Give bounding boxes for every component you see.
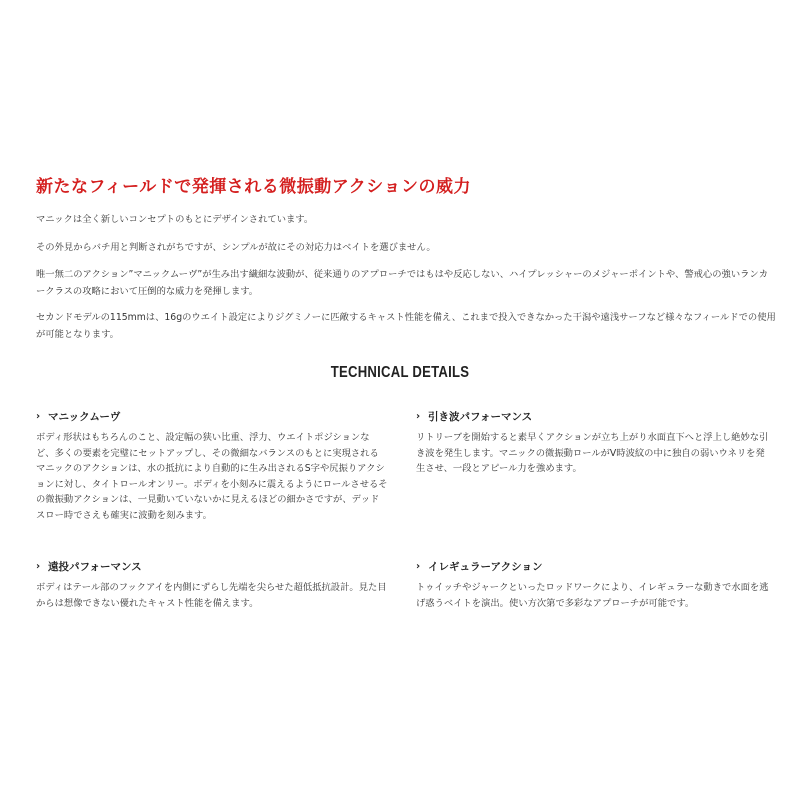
detail-irregular-action [416, 558, 776, 611]
detail-title [36, 558, 396, 574]
intro-paragraph-4: セカンドモデルの115mmは、16gのウエイト設定によりジグミノーに匹敵するキャスト性能を備え、これまで投入できなかった干潟や遠浅サーフなど様々なフィールドでの使用が可能となります。 [36, 312, 776, 340]
detail-title-text: 遠投パフォーマンス [48, 560, 142, 573]
detail-body: トゥイッチやジャークといったロッドワークにより、イレギュラーな動きで水面を逃げ惑うベイトを演出。使い方次第で多彩なアプローチが可能です。 [416, 582, 769, 609]
detail-wake-performance [416, 408, 776, 477]
detail-title [416, 408, 776, 424]
detail-title-text: マニックムーヴ [48, 410, 121, 423]
detail-title-text: イレギュラーアクション [428, 560, 543, 573]
intro-paragraph-3: 唯一無二のアクション”マニックムーヴ”が生み出す繊細な波動が、従来通りのアプローチではもはや反応しない、ハイプレッシャーのメジャーポイントや、警戒心の強いランカークラスの攻略において圧倒的な威力を発揮します。 [36, 269, 769, 297]
chevron-right-icon: › [36, 410, 41, 422]
detail-title-text: 引き波パフォーマンス [428, 410, 533, 423]
chevron-right-icon: › [416, 560, 421, 572]
intro-paragraph-2: その外見からバチ用と判断されがちですが、シンプルが故にその対応力はベイトを選びません。 [36, 242, 436, 253]
detail-manic-move [36, 408, 396, 523]
detail-body: リトリーブを開始すると素早くアクションが立ち上がり水面直下へと浮上し絶妙な引き波を発生します。マニックの微振動ロールがV時波紋の中に独自の弱いウネリを発生させ、一段とアピール力を強めます。 [416, 432, 769, 474]
detail-casting-performance [36, 558, 396, 611]
detail-body: ボディはテール部のフックアイを内側にずらし先端を尖らせた超低抵抗設計。見た目からは想像できない優れたキャスト性能を備えます。 [36, 582, 387, 609]
detail-title [36, 408, 396, 424]
technical-details-heading: TECHNICAL DETAILS [330, 364, 470, 381]
chevron-right-icon: › [36, 560, 41, 572]
chevron-right-icon: › [416, 410, 421, 422]
intro-paragraph-1: マニックは全く新しいコンセプトのもとにデザインされています。 [36, 214, 314, 225]
detail-body: ボディ形状はもちろんのこと、設定幅の狭い比重、浮力、ウエイトポジションなど、多くの要素を完璧にセットアップし、その微細なバランスのもとに実現されるマニックのアクションは、水の抵抗により自動的に生み出されるS字や尻振りアクションに対し、タイトロールオンリー。ボディを小刻みに震えるようにロールさせるその微振動アクションは、一見動いていないかに見えるほどの細かさですが、デッドスロー時でさえも確実に波動を刻みます。 [36, 432, 388, 521]
detail-title [416, 558, 776, 574]
main-heading: 新たなフィールドで発揮される微振動アクションの威力 [36, 177, 471, 197]
